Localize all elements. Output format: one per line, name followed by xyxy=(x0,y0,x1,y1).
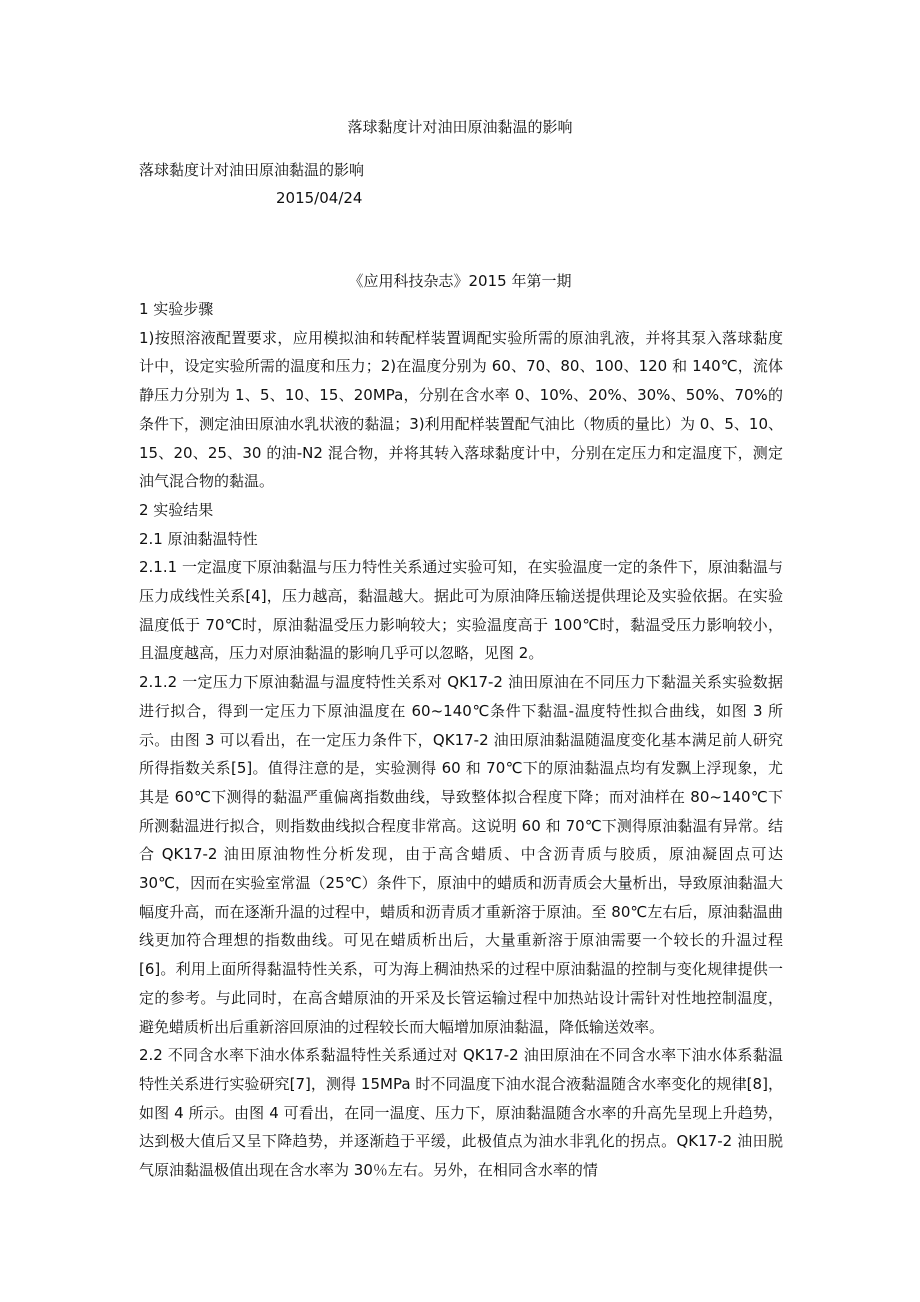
document-title: 落球黏度计对油田原油黏温的影响 xyxy=(347,118,573,136)
body-paragraph: 2.2 不同含水率下油水体系黏温特性关系通过对 QK17-2 油田原油在不同含水率下油水体系黏温特性关系进行实验研究[7]，测得 15MPa 时不同温度下油水混合液黏温随含水率变化的规律[8]，如图 4 所示。由图 4 可看出，在同一温度、压力下，原油黏温随含水率的升高先呈现上升趋势，达到极大值后又呈下降趋势，并逐渐趋于平缓，此极值点为油水非乳化的拐点。QK17-2 油田脱气原油黏温极值出现在含水率为 30％左右。另外，在相同含水率的情 xyxy=(139,1046,783,1180)
article-subtitle: 落球黏度计对油田原油黏温的影响 xyxy=(139,161,365,179)
journal-name: 《应用科技杂志》2015 年第一期 xyxy=(348,272,572,290)
section-heading: 1 实验步骤 xyxy=(139,300,214,318)
body-paragraph: 1)按照溶液配置要求，应用模拟油和转配样装置调配实验所需的原油乳液，并将其泵入落球黏度计中，设定实验所需的温度和压力；2)在温度分别为 60、70、80、100、120 和 140℃，流体静压力分别为 1、5、10、15、20MPa，分别在含水率 0、10%、20%、30%、50%、70%的条件下，测定油田原油水乳状液的黏温；3)利用配样装置配气油比（物质的量比）为 0、5、10、15、20、25、30 的油-N2 混合物，并将其转入落球黏度计中，分别在定压力和定温度下，测定油气混合物的黏温。 xyxy=(139,328,783,491)
body-paragraph: 2.1.2 一定压力下原油黏温与温度特性关系对 QK17-2 油田原油在不同压力下黏温关系实验数据进行拟合，得到一定压力下原油温度在 60~140℃条件下黏温-温度特性拟合曲线，如图 3 所示。由图 3 可以看出，在一定压力条件下，QK17-2 油田原油黏温随温度变化基本满足前人研究所得指数关系[5]。值得注意的是，实验测得 60 和 70℃下的原油黏温点均有发飘上浮现象，尤其是 60℃下测得的黏温严重偏离指数曲线，导致整体拟合程度下降；而对油样在 80~140℃下所测黏温进行拟合，则指数曲线拟合程度非常高。这说明 60 和 70℃下测得原油黏温有异常。结合 QK17-2 油田原油物性分析发现，由于高含蜡质、中含沥青质与胶质，原油凝固点可达 30℃，因而在实验室常温（25℃）条件下，原油中的蜡质和沥青质会大量析出，导致原油黏温大幅度升高，而在逐渐升温的过程中，蜡质和沥青质才重新溶于原油。至 80℃左右后，原油黏温曲线更加符合理想的指数曲线。可见在蜡质析出后，大量重新溶于原油需要一个较长的升温过程[6]。利用上面所得黏温特性关系，可为海上稠油热采的过程中原油黏温的控制与变化规律提供一定的参考。与此同时，在高含蜡原油的开采及长管运输过程中加热站设计需针对性地控制温度，避免蜡质析出后重新溶回原油的过程较长而大幅增加原油黏温，降低输送效率。 xyxy=(139,673,783,1036)
publication-date: 2015/04/24 xyxy=(276,189,363,207)
section-heading: 2 实验结果 xyxy=(139,500,214,519)
subsection-heading: 2.1 原油黏温特性 xyxy=(139,529,258,548)
article-body xyxy=(139,295,783,1185)
body-paragraph: 2.1.1 一定温度下原油黏温与压力特性关系通过实验可知，在实验温度一定的条件下，原油黏温与压力成线性关系[4]，压力越高，黏温越大。据此可为原油降压输送提供理论及实验依据。在实验温度低于 70℃时，原油黏温受压力影响较大；实验温度高于 100℃时，黏温受压力影响较小，且温度越高，压力对原油黏温的影响几乎可以忽略，见图 2。 xyxy=(139,558,783,663)
